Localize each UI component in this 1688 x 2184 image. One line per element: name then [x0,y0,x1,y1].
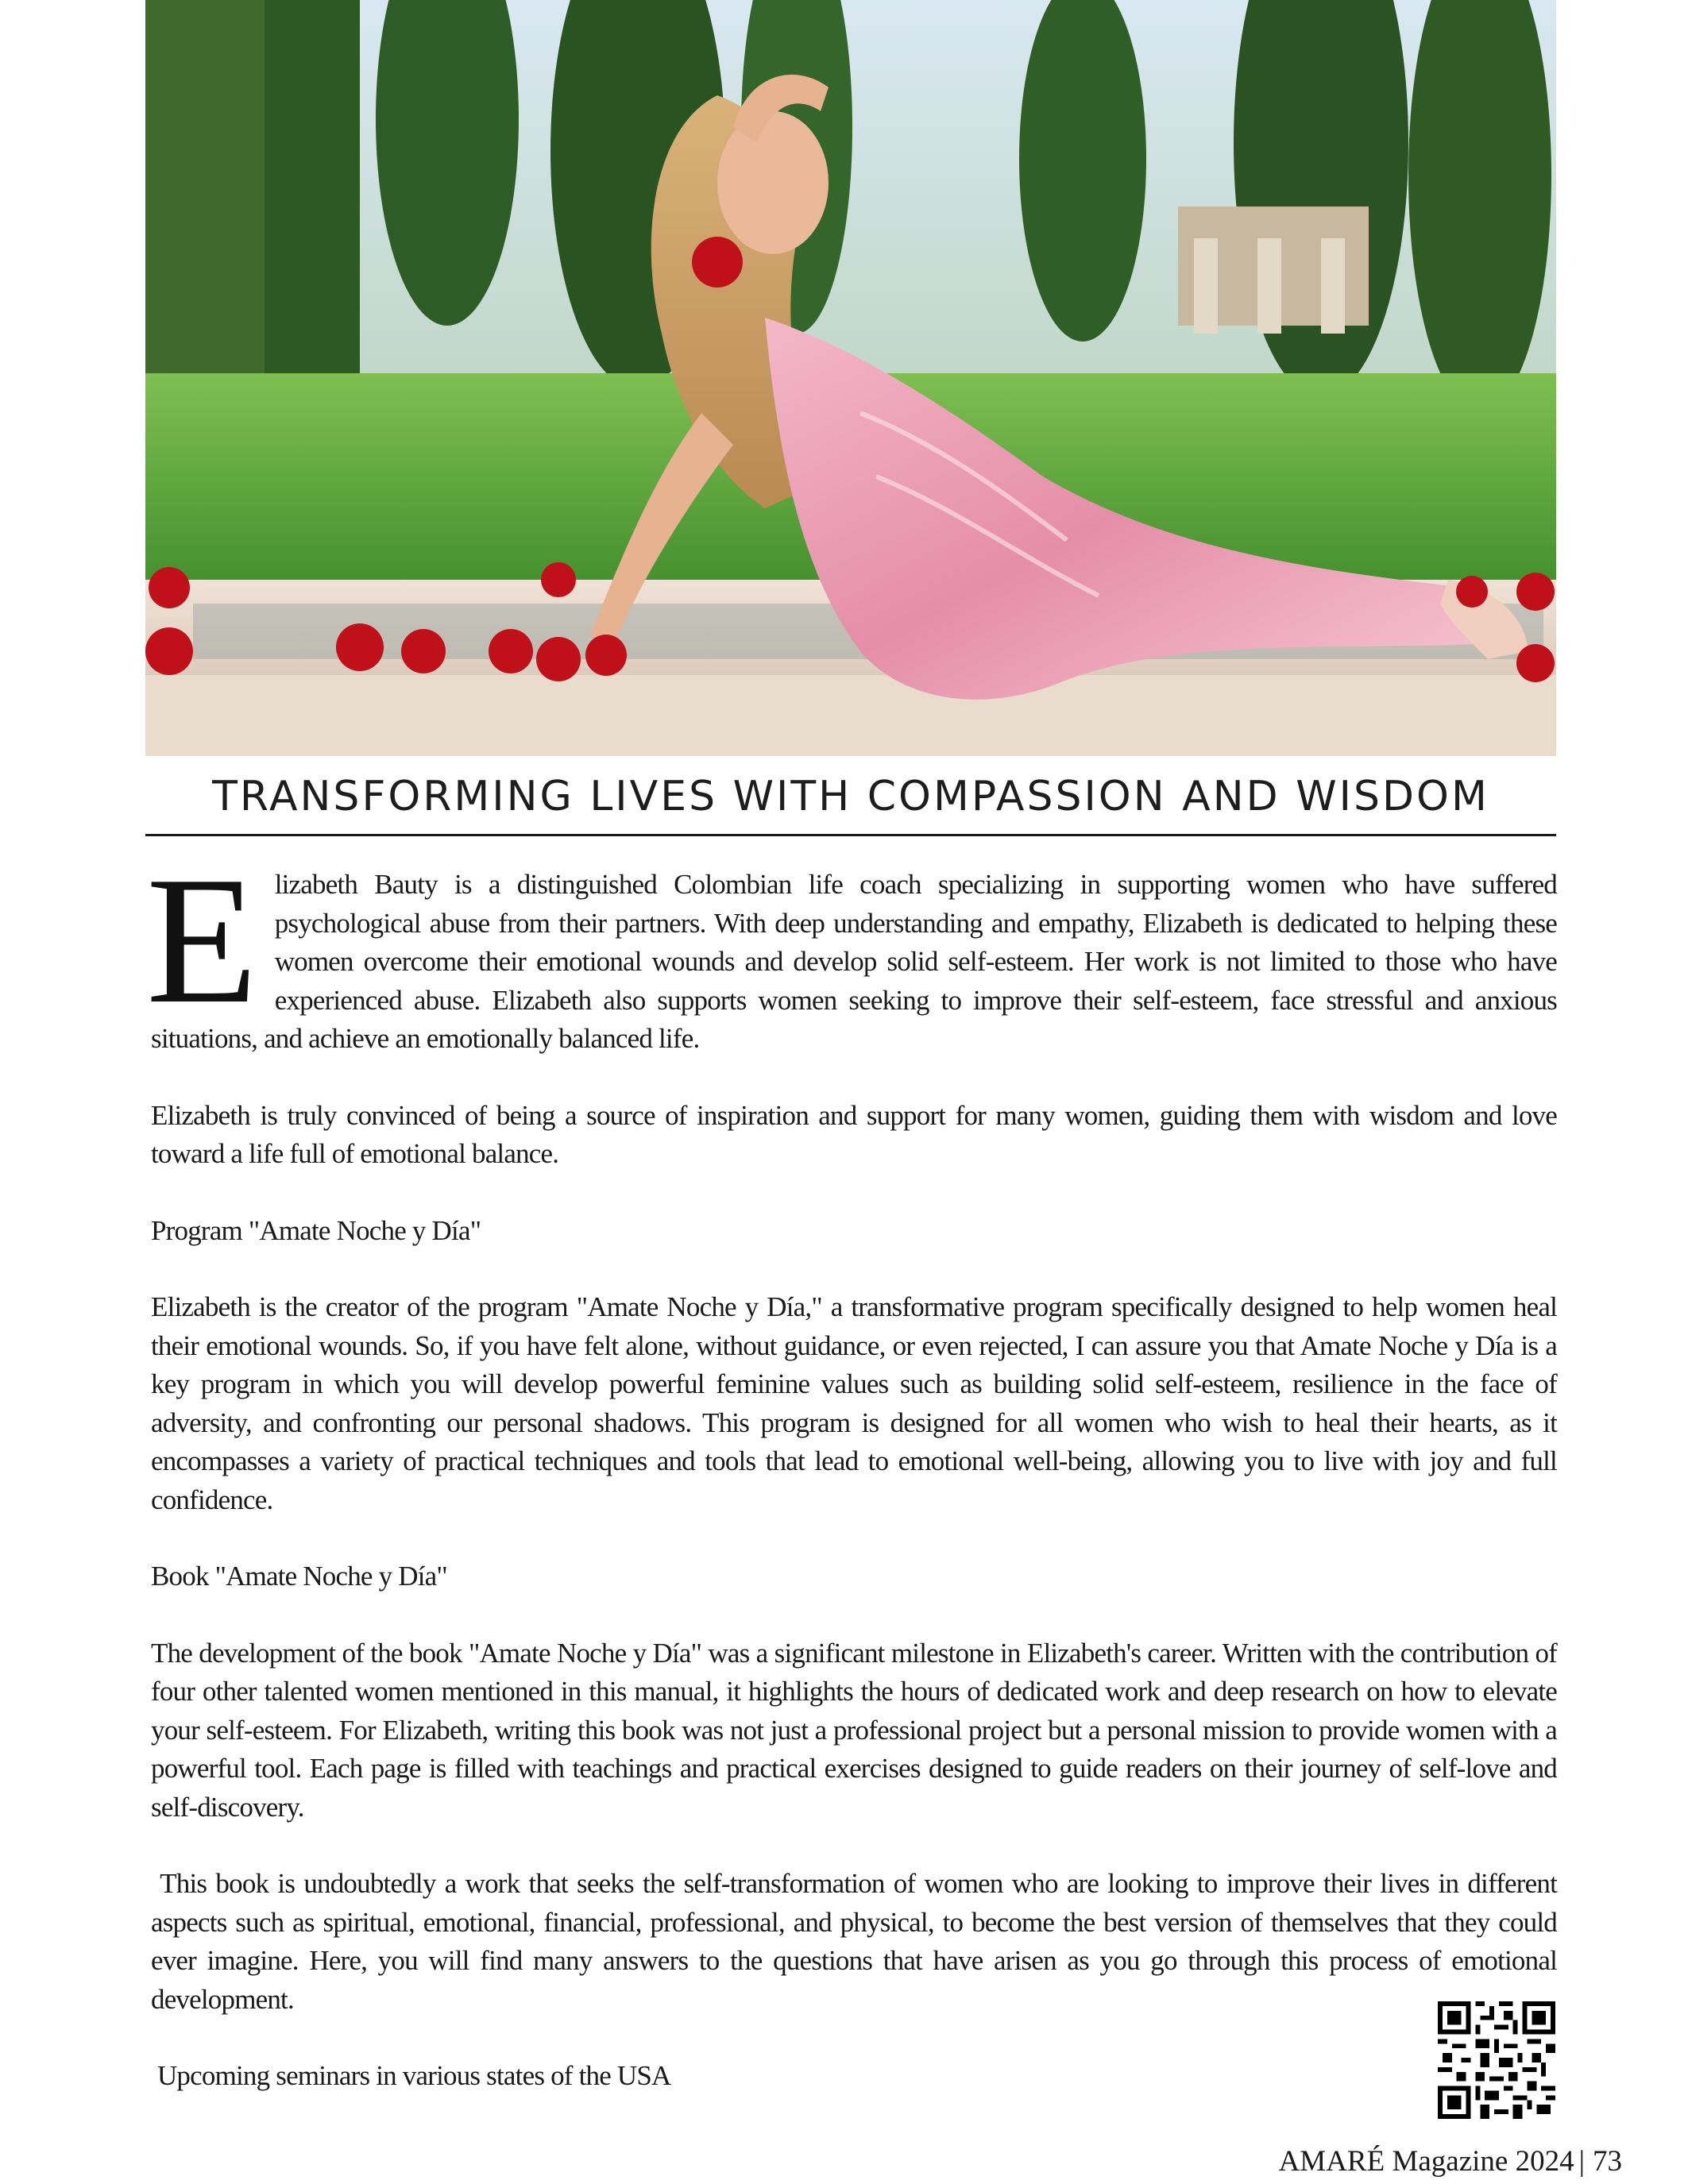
page-footer [1279,2144,1622,2178]
paragraph-intro-text: lizabeth Bauty is a distinguished Colombian life coach specializing in supporting women who have suffered psychological abuse from their partners. With deep understanding and empathy, Elizabeth is dedicated to helping these women overcome their emotional wounds and develop solid self-esteem. Her work is not limited to those who have experienced abuse. Elizabeth also supports women seeking to improve their self-esteem, face stressful and anxious situations, and achieve an emotionally balanced life. [151,869,1557,1054]
paragraph-intro [146,839,1557,1059]
paragraph-seminars: Upcoming seminars in various states of the USA [151,2060,671,2091]
magazine-name: AMARÉ Magazine 2024 [1278,2145,1574,2178]
paragraph-transformation: This book is undoubtedly a work that seeks the self-transformation of women who are looking to improve their lives in different aspects such as spiritual, emotional, financial, professional, and physical, to become the best version of themselves that they could ever imagine. Here, you will find many answers to the questions that have arisen as you go through this process of emotional development. [151,1868,1563,2015]
program-heading: Program "Amate Noche y Día" [151,1214,481,1246]
page-number: 73 [1593,2145,1622,2178]
book-heading: Book "Amate Noche y Día" [151,1561,447,1592]
article-headline: TRANSFORMING LIVES WITH COMPASSION AND WISDOM [212,773,1489,820]
drop-cap: E [146,839,257,1041]
paragraph-book: The development of the book "Amate Noche y Día" was a significant milestone in Elizabeth's career. Written with the contribution of four other talented women mentioned in this manual, it highlights the hours of dedicated work and deep research on how to elevate your self-esteem. For Elizabeth, writing this book was not just a professional project but a personal mission to provide women with a powerful tool. Each page is filled with teachings and practical exercises designed to guide readers on their journey of self-love and self-discovery. [151,1637,1557,1823]
paragraph-inspiration: Elizabeth is truly convinced of being a source of inspiration and support for many women, guiding them with wisdom and love toward a life full of emotional balance. [151,1099,1557,1169]
hero-photo-illustration [145,0,1556,756]
article-body [146,839,1563,2134]
hero-photo [145,0,1556,756]
qr-code-icon[interactable] [1438,2001,1555,2119]
headline-divider [145,834,1556,836]
footer-separator: | [1578,2145,1585,2178]
paragraph-program: Elizabeth is the creator of the program "Amate Noche y Día," a transformative program specifically designed to help women heal their emotional wounds. So, if you have felt alone, without guidance, or even rejected, I can assure you that Amate Noche y Día is a key program in which you will develop powerful feminine values such as building solid self-esteem, resilience in the face of adversity, and confronting our personal shadows. This program is designed for all women who wish to heal their hearts, as it encompasses a variety of practical techniques and tools that lead to emotional well-being, allowing you to live with joy and full confidence. [151,1291,1557,1515]
